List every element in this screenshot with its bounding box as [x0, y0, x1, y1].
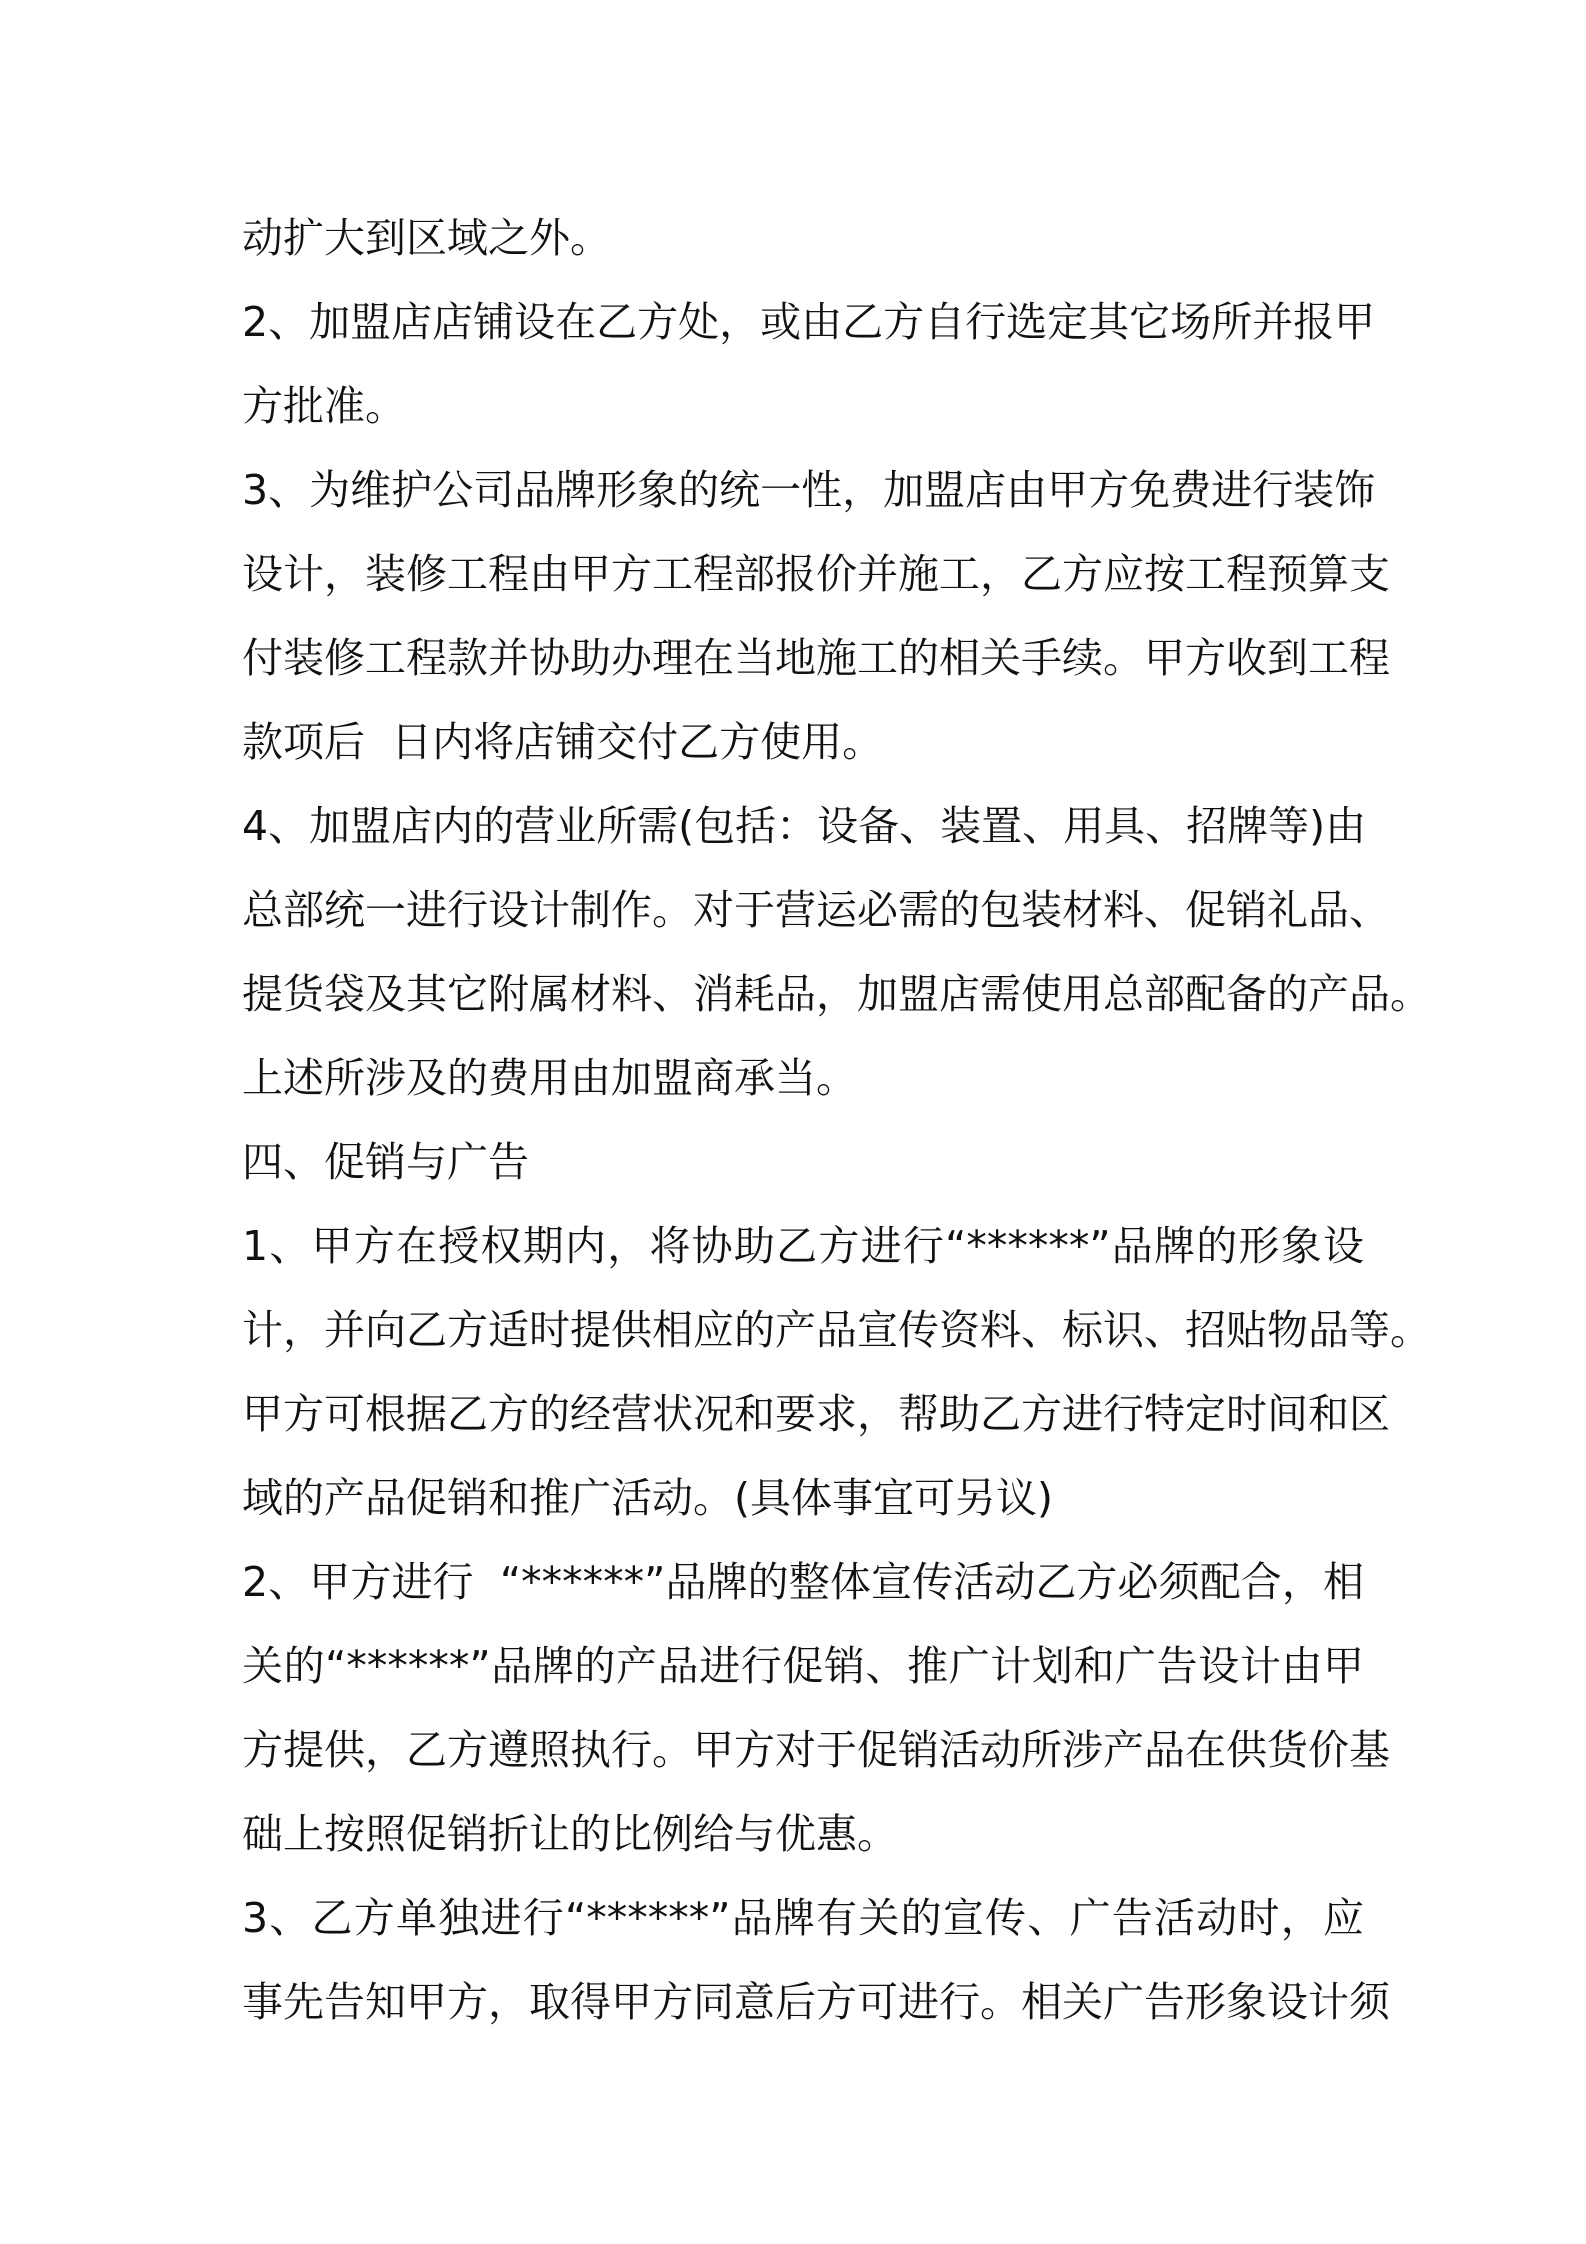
text-line: 甲方可根据乙方的经营状况和要求，帮助乙方进行特定时间和区	[242, 1390, 1390, 1438]
text-line: 3、乙方单独进行“******”品牌有关的宣传、广告活动时，应	[242, 1894, 1364, 1942]
text-line: 事先告知甲方，取得甲方同意后方可进行。相关广告形象设计须	[242, 1978, 1390, 2026]
text-line: 设计，装修工程由甲方工程部报价并施工，乙方应按工程预算支	[242, 550, 1390, 598]
text-line: 1、甲方在授权期内，将协助乙方进行“******”品牌的形象设	[242, 1222, 1364, 1270]
section-heading: 四、促销与广告	[242, 1138, 529, 1186]
text-line: 提货袋及其它附属材料、消耗品，加盟店需使用总部配备的产品。	[242, 970, 1431, 1018]
text-line: 付装修工程款并协助办理在当地施工的相关手续。甲方收到工程	[242, 634, 1390, 682]
text-line: 础上按照促销折让的比例给与优惠。	[242, 1810, 898, 1858]
text-line: 动扩大到区域之外。	[242, 214, 611, 262]
text-line: 方批准。	[242, 382, 406, 430]
text-line: 3、为维护公司品牌形象的统一性，加盟店由甲方免费进行装饰	[242, 466, 1376, 514]
text-line: 域的产品促销和推广活动。(具体事宜可另议)	[242, 1474, 1053, 1522]
text-line: 关的“******”品牌的产品进行促销、推广计划和广告设计由甲	[242, 1642, 1364, 1690]
document-body	[242, 196, 1431, 2044]
text-line: 方提供，乙方遵照执行。甲方对于促销活动所涉产品在供货价基	[242, 1726, 1390, 1774]
text-line: 2、甲方进行 “******”品牌的整体宣传活动乙方必须配合，相	[242, 1558, 1364, 1606]
text-line: 上述所涉及的费用由加盟商承当。	[242, 1054, 857, 1102]
text-line: 计，并向乙方适时提供相应的产品宣传资料、标识、招贴物品等。	[242, 1306, 1431, 1354]
text-line: 4、加盟店内的营业所需(包括：设备、装置、用具、招牌等)由	[242, 802, 1367, 850]
text-line: 款项后 日内将店铺交付乙方使用。	[242, 718, 884, 766]
text-line: 总部统一进行设计制作。对于营运必需的包装材料、促销礼品、	[242, 886, 1390, 934]
text-line: 2、加盟店店铺设在乙方处，或由乙方自行选定其它场所并报甲	[242, 298, 1376, 346]
